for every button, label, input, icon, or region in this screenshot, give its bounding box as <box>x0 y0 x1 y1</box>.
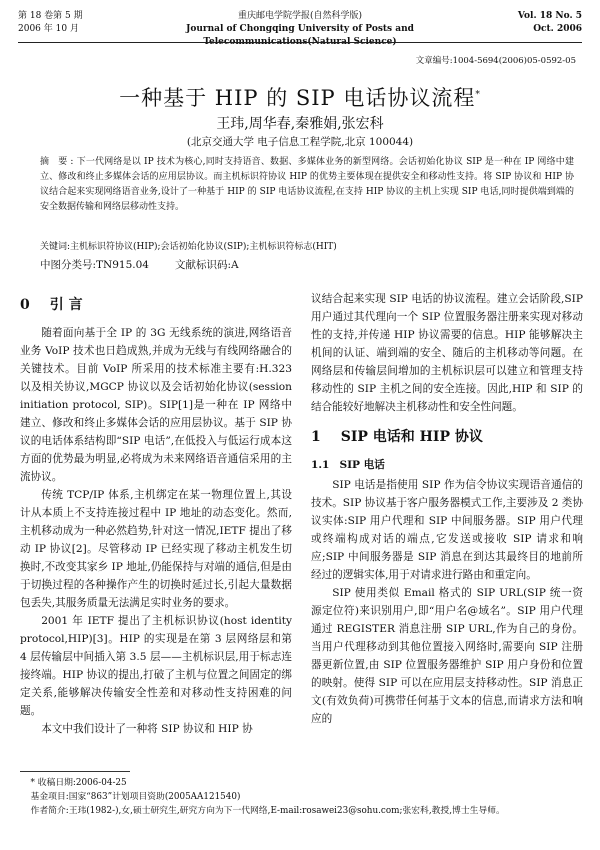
paragraph: 随着面向基于全 IP 的 3G 无线系统的演进,网络语音业务 VoIP 技术也日趋成熟,并成为无线与有线网络融合的关键技术。目前 VoIP 所采用的技术标准主要有:H.323 以及相关协议,MGCP 协议以及会话初始化协议(session initiation protocol, SIP)。SIP[1]是一种在 IP 网络中建立、修改和终止多媒体会话的应用层协议。基于 SIP 协议的电话体系结构即“SIP 电话”,在低投入与低运行成本这方面的优势最为明显,必将成为未来网络语音通信采用的主流协议。 <box>20 327 292 483</box>
footnotes <box>20 776 580 818</box>
paragraph: SIP 使用类似 Email 格式的 SIP URL(SIP 统一资源定位符)来识别用户,即“用户名@域名”。SIP 用户代理通过 REGISTER 消息注册 SIP URL,作为自己的身份。当用户代理移动到其他位置接入网络时,需要向 SIP 注册器更新位置,由 SIP 位置服务器维护 SIP 用户身份和位置的映射。使得 SIP 可以在应用层支持移动性。SIP 消息正文(有效负荷)可携带任何基于文本的信息,而请求方法和响应的 <box>311 587 583 725</box>
subsection-1-1-heading <box>311 456 583 474</box>
section-title: SIP 电话和 HIP 协议 <box>340 429 483 445</box>
classification <box>40 257 265 272</box>
abstract-label: 摘 要: <box>40 157 77 167</box>
section-title: 引 言 <box>49 297 83 313</box>
running-header <box>18 10 582 46</box>
paragraph: 2001 年 IETF 提出了主机标识协议(host identity protocol,HIP)[3]。HIP 的实现是在第 3 层网络层和第 4 层传输层中间插入第 3.5 层——主机标识层,用于标志连接终端。HIP 协议的提出,打破了主机与位置之间固定的绑定关系,能够解决传输安全性差和对移动性支持困难的问题。 <box>20 615 292 717</box>
section-number: 1 <box>311 429 321 445</box>
subsection-title: SIP 电话 <box>339 459 385 471</box>
abstract-text: 下一代网络是以 IP 技术为核心,同时支持语音、数据、多媒体业务的新型网络。会话初始化协议 SIP 是一种在 IP 网络中建立、修改和终止多媒体会话的应用层协议。而主机标识符协议 HIP 的优势主要体现在提供安全和移动性支持。将 SIP 协议和 HIP 协议结合起来实现网络语音业务,设计了一种基于 HIP 的 SIP 电话协议流程,在支持 HIP 协议的主机上实现 SIP 电话,同时提供端到端的安全数据传输和网络层移动性支持。 <box>40 157 574 212</box>
section-number: 0 <box>20 297 30 313</box>
journal-name-cn: 重庆邮电学院学报(自然科学版) <box>237 11 363 21</box>
header-left <box>18 10 83 36</box>
abstract <box>40 155 574 215</box>
paragraph: 议结合起来实现 SIP 电话的协议流程。建立会话阶段,SIP 用户通过其代理向一个 SIP 位置服务器注册来实现对移动性的支持,并传递 HIP 协议需要的信息。HIP 能够解决主机间的认证、端到端的安全、随后的主机移动等问题。在网络层和传输层间增加的主机标识层可以建立和管理支持移动性的 SIP 主机之间的安全连接。因此,HIP 和 SIP 的结合能较好地解决主机移动性和安全性问题。 <box>311 293 583 413</box>
header-center <box>118 10 482 49</box>
footnote-rule <box>20 771 130 772</box>
header-rule <box>18 42 582 43</box>
date-en: Oct. 2006 <box>533 24 582 34</box>
journal-name-en: Journal of Chongqing University of Posts and Telecommunications(Natural Science) <box>186 24 414 47</box>
footnote-fund: 基金项目:国家“863”计划项目资助(2005AA121540) <box>30 792 241 802</box>
paper-title-text: 一种基于 HIP 的 SIP 电话协议流程 <box>119 86 476 110</box>
title-footnote-mark: * <box>475 90 481 100</box>
right-column <box>311 290 583 728</box>
keywords: 关键词:主机标识符协议(HIP);会话初始化协议(SIP);主机标识符标志(HIT) <box>40 242 337 252</box>
date-cn: 2006 年 10 月 <box>18 24 79 34</box>
header-right <box>518 10 582 36</box>
author-list: 王玮,周华春,秦雅娟,张宏科 <box>216 116 384 132</box>
volume-en: Vol. 18 No. 5 <box>517 11 582 21</box>
paragraph: 本文中我们设计了一种将 SIP 协议和 HIP 协 <box>41 723 253 735</box>
footnote-received: * 收稿日期:2006-04-25 <box>30 778 127 788</box>
section-1-heading <box>311 426 583 448</box>
paragraph: 传统 TCP/IP 体系,主机绑定在某一物理位置上,其设计从本质上不支持连接过程中 IP 地址的动态变化。然而,主机移动成为一种必然趋势,针对这一情况,IETF 提出了移动 IP 协议[2]。尽管移动 IP 已经实现了移动主机发生切换时,不改变其家乡 IP 地址,仍能保持与对端的通信,但是由于切换过程的各种操作产生的切换时延过长,引起大量数据包丢失,其服务质量无法满足实时业务的要求。 <box>20 489 292 609</box>
volume-cn: 第 18 卷第 5 期 <box>18 11 83 21</box>
section-intro-heading <box>20 294 292 316</box>
paper-title <box>0 82 600 112</box>
affiliation: (北京交通大学 电子信息工程学院,北京 100044) <box>186 136 414 148</box>
document-code: 文献标识码:A <box>174 259 239 271</box>
article-number: 文章编号:1004-5694(2006)05-0592-05 <box>415 56 576 66</box>
left-column <box>20 290 292 738</box>
footnote-author-bio: 作者简介:王玮(1982-),女,硕士研究生,研究方向为下一代网络,E-mail:rosawei23@sohu.com;张宏科,教授,博士生导师。 <box>30 806 505 816</box>
subsection-number: 1.1 <box>311 459 330 471</box>
clc-number: 中图分类号:TN915.04 <box>40 259 149 271</box>
paragraph: SIP 电话是指使用 SIP 作为信令协议实现语音通信的技术。SIP 协议基于客户服务器模式工作,主要涉及 2 类协议实体:SIP 用户代理和 SIP 中间服务器。SIP 用户代理或终端构成对话的端点,它发送或接收 SIP 请求和响应;SIP 中间服务器是 SIP 消息在到达其最终目的地前所经过的逻辑实体,用于对请求进行路由和重定向。 <box>311 479 583 581</box>
